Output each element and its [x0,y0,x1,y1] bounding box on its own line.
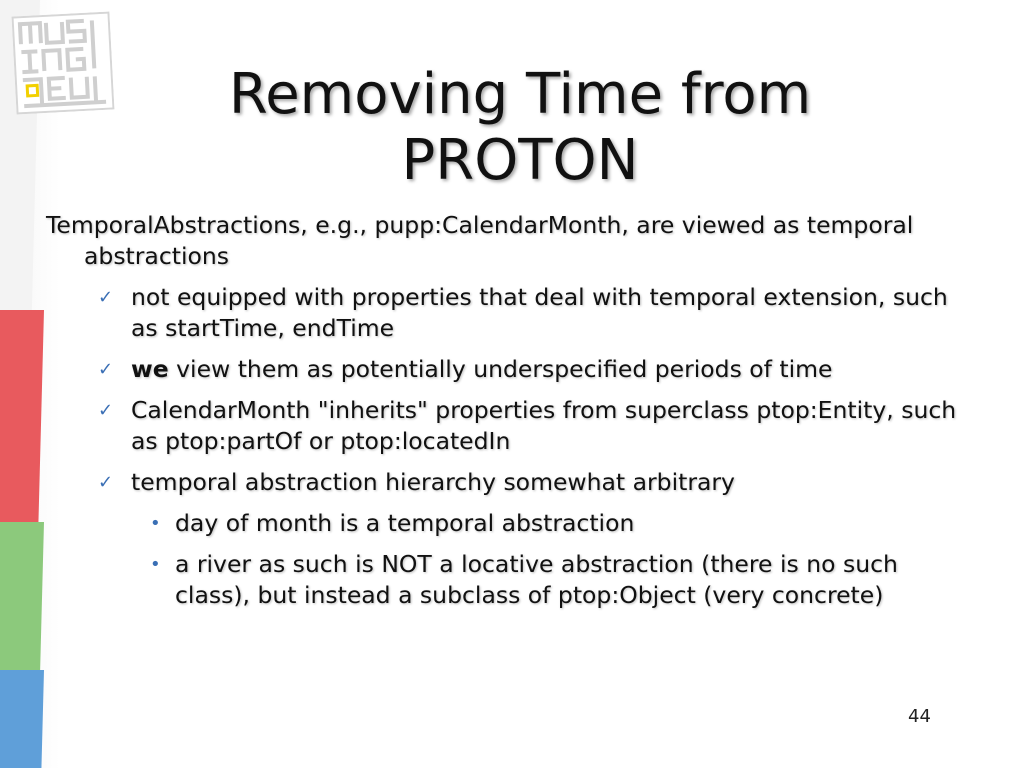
sub-bullet-text: not equipped with properties that deal with temporal extension, such as startTime, endTime [131,283,948,342]
title-line-1: Removing Time from [228,62,812,127]
bullet-dot-icon: • [150,513,161,534]
slide-title [130,62,910,194]
sub-bullet-text: view them as potentially underspecified periods of time [168,355,833,383]
checkmark-icon: ✓ [98,472,114,493]
checkmark-icon: ✓ [98,400,114,421]
bullet-main: TemporalAbstractions, e.g., pupp:CalendarMonth, are viewed as temporal abstractions [46,211,914,270]
sub-bullet-bold-text: we [131,355,169,383]
sub-bullet [46,354,966,385]
stripe-band-blue [0,670,44,768]
sub-bullet [46,467,966,498]
page-number: 44 [908,706,931,727]
sub-bullet-text: CalendarMonth "inherits" properties from superclass ptop:Entity, such as ptop:partOf or ptop:locatedIn [131,396,957,455]
sub-sub-bullet-text: day of month is a temporal abstraction [175,509,635,537]
sub-sub-bullet [46,549,966,611]
bullet-dot-icon: • [150,554,161,575]
checkmark-icon: ✓ [98,359,114,380]
sub-bullet [46,282,966,344]
sub-bullet [46,395,966,457]
title-line-2: PROTON [401,128,639,193]
sub-sub-bullet-text: a river as such is NOT a locative abstraction (there is no such class), but instead a subclass of ptop:Object (very concrete) [175,550,898,609]
slide-body [46,210,966,621]
sub-sub-bullet [46,508,966,539]
stripe-band-green [0,522,44,672]
stripe-band-red [0,310,44,524]
sub-bullet-text: temporal abstraction hierarchy somewhat arbitrary [131,468,735,496]
checkmark-icon: ✓ [98,287,114,308]
musing-eu-logo [12,12,115,115]
